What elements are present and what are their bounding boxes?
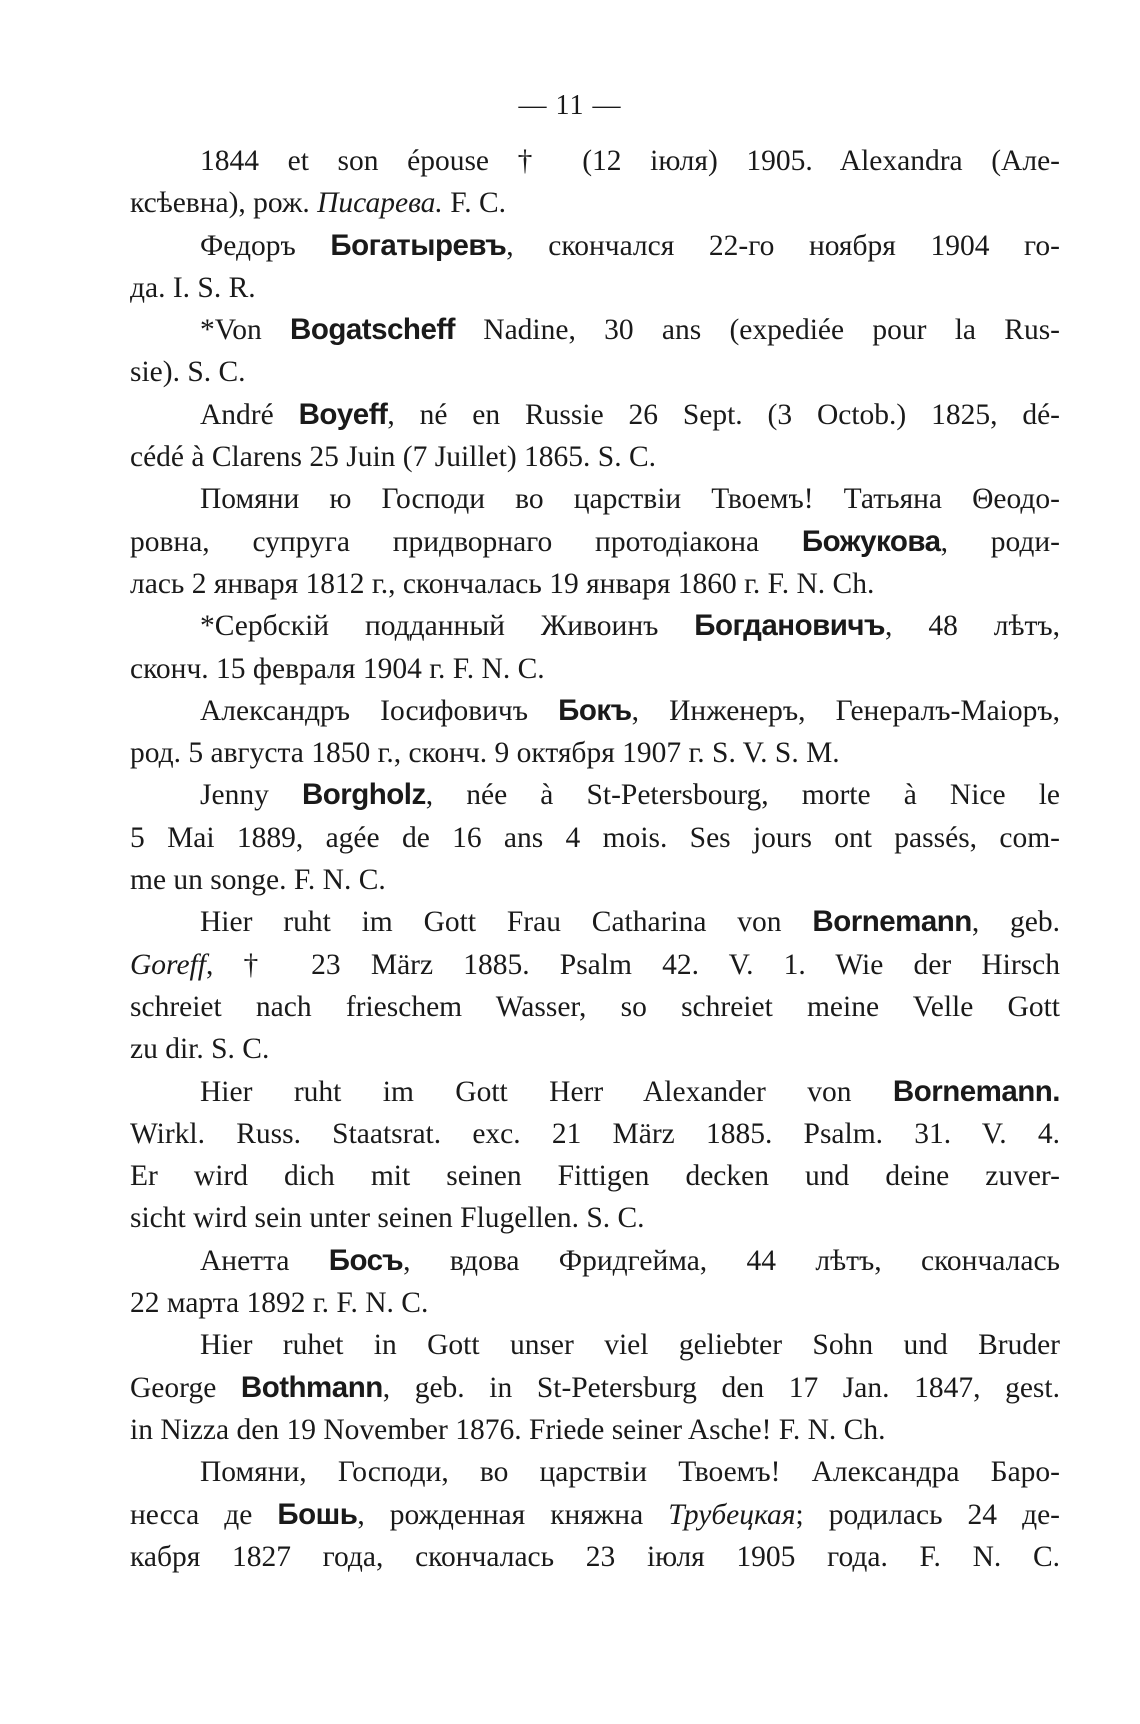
text-line bbox=[130, 309, 1060, 351]
text-segment: 1844 et son épouse † (12 іюля) 1905. Alexandra (Але- bbox=[200, 145, 1060, 177]
text-segment: кабря 1827 года, скончалась 23 іюля 1905 года. F. N. C. bbox=[130, 1540, 1060, 1573]
text-line bbox=[130, 225, 1060, 267]
text-segment: ксѣевна), рож. bbox=[130, 187, 318, 220]
text-segment: , 48 лѣтъ, bbox=[885, 610, 1060, 643]
surname: Bogatscheff bbox=[290, 313, 455, 347]
text-segment: несса де bbox=[130, 1498, 278, 1531]
text-segment: George bbox=[130, 1371, 241, 1404]
text-segment: Анетта bbox=[200, 1244, 329, 1277]
text-line bbox=[130, 648, 1060, 690]
text-line bbox=[130, 1028, 1060, 1070]
text-segment: сконч. 15 февраля 1904 г. F. N. C. bbox=[130, 652, 545, 685]
text-line bbox=[130, 1409, 1060, 1451]
text-segment: ровна, супруга придворнаго протодіакона bbox=[130, 525, 802, 558]
text-segment: Wirkl. Russ. Staatsrat. exc. 21 März 1885. Psalm. 31. V. 4. bbox=[130, 1117, 1060, 1150]
text-segment: Помяни, Господи, во царствіи Твоемъ! Александра Баро- bbox=[200, 1456, 1060, 1489]
text-line bbox=[130, 563, 1060, 605]
page-number: — 11 — bbox=[518, 90, 622, 121]
text-segment: , роди- bbox=[940, 525, 1060, 558]
text-segment: Hier ruht im Gott Herr Alexander von bbox=[200, 1075, 893, 1108]
text-segment: sie). S. C. bbox=[130, 356, 246, 389]
text-segment: , geb. bbox=[971, 906, 1060, 939]
text-segment: schreiet nach frieschem Wasser, so schreiet meine Velle Gott bbox=[130, 990, 1060, 1023]
text-line bbox=[130, 859, 1060, 901]
text-segment: Помяни ю Господи во царствіи Твоемъ! Татьяна Θеодо- bbox=[200, 483, 1060, 516]
text-line bbox=[130, 1155, 1060, 1197]
text-line bbox=[130, 774, 1060, 816]
text-segment: Hier ruhet in Gott unser viel geliebter Sohn und Bruder bbox=[200, 1329, 1060, 1362]
text-segment: Александръ Іосифовичъ bbox=[200, 694, 559, 727]
surname: Borgholz bbox=[301, 778, 426, 812]
text-segment: cédé à Clarens 25 Juin (7 Juillet) 1865. S. C. bbox=[130, 441, 657, 474]
text-segment: zu dir. S. C. bbox=[130, 1033, 270, 1066]
text-line bbox=[130, 732, 1060, 774]
text-segment: in Nizza den 19 November 1876. Friede seiner Asche! F. N. Ch. bbox=[130, 1413, 886, 1446]
text-segment: *Сербскій подданный Живоинъ bbox=[200, 610, 695, 643]
text-line bbox=[130, 1451, 1060, 1493]
text-segment: André bbox=[200, 398, 299, 431]
text-segment: лась 2 января 1812 г., скончалась 19 января 1860 г. F. N. Ch. bbox=[130, 567, 875, 600]
text-line bbox=[130, 944, 1060, 986]
italic-name: Трубецкая bbox=[668, 1498, 796, 1531]
text-line bbox=[130, 521, 1060, 563]
surname: Boyeff bbox=[298, 397, 388, 431]
italic-name: Писарева. bbox=[317, 187, 443, 220]
text-line bbox=[130, 394, 1060, 436]
text-line bbox=[130, 351, 1060, 393]
text-segment: , рожденная княжна bbox=[357, 1498, 669, 1531]
text-line bbox=[130, 1113, 1060, 1155]
text-segment: , Инженеръ, Генералъ-Маіоръ, bbox=[631, 694, 1060, 727]
text-segment: 22 марта 1892 г. F. N. C. bbox=[130, 1287, 429, 1320]
surname: Босъ bbox=[328, 1243, 404, 1277]
text-line bbox=[130, 436, 1060, 478]
surname: Богатыревъ bbox=[330, 228, 507, 262]
text-line bbox=[130, 1282, 1060, 1324]
text-segment: Nadine, 30 ans (expediée pour la Rus- bbox=[455, 314, 1060, 347]
document-body bbox=[130, 140, 1060, 1578]
text-line bbox=[130, 140, 1060, 182]
text-segment: род. 5 августа 1850 г., сконч. 9 октября 1907 г. S. V. S. M. bbox=[130, 737, 840, 770]
surname: Bothmann bbox=[240, 1370, 383, 1404]
text-segment: ; родилась 24 де- bbox=[795, 1498, 1060, 1531]
text-line bbox=[130, 182, 1060, 224]
text-line bbox=[130, 1071, 1060, 1113]
text-line bbox=[130, 1324, 1060, 1366]
text-line bbox=[130, 817, 1060, 859]
surname: Bornemann bbox=[812, 905, 972, 939]
text-line bbox=[130, 1240, 1060, 1282]
text-segment: F. C. bbox=[442, 187, 507, 220]
surname: Бокъ bbox=[558, 693, 632, 727]
text-line bbox=[130, 478, 1060, 520]
text-segment: , geb. in St-Petersburg den 17 Jan. 1847, gest. bbox=[382, 1371, 1060, 1404]
text-line bbox=[130, 1197, 1060, 1239]
text-segment: , née à St-Petersbourg, morte à Nice le bbox=[425, 779, 1060, 812]
text-line bbox=[130, 605, 1060, 647]
text-line bbox=[130, 986, 1060, 1028]
text-line bbox=[130, 690, 1060, 732]
text-segment: , вдова Фридгейма, 44 лѣтъ, скончалась bbox=[403, 1244, 1061, 1277]
text-segment: me un songe. F. N. C. bbox=[130, 864, 386, 897]
text-segment: 5 Mai 1889, agée de 16 ans 4 mois. Ses jours ont passés, com- bbox=[130, 821, 1060, 854]
text-segment: *Von bbox=[200, 314, 291, 347]
text-segment: Er wird dich mit seinen Fittigen decken und deine zuver- bbox=[130, 1160, 1060, 1193]
text-segment: sicht wird sein unter seinen Flugellen. S. C. bbox=[130, 1202, 645, 1235]
text-segment: Jenny bbox=[200, 779, 302, 812]
italic-name: Goreff bbox=[130, 948, 206, 981]
text-segment: Федоръ bbox=[200, 229, 331, 262]
text-line bbox=[130, 1494, 1060, 1536]
text-segment: Hier ruht im Gott Frau Catharina von bbox=[200, 906, 813, 939]
text-line bbox=[130, 267, 1060, 309]
text-segment: , † 23 März 1885. Psalm 42. V. 1. Wie der Hirsch bbox=[205, 948, 1060, 981]
surname: Божукова bbox=[801, 524, 941, 558]
surname: Богдановичъ bbox=[694, 609, 886, 643]
text-segment: , скончался 22-го ноября 1904 го- bbox=[506, 229, 1060, 262]
text-segment: да. I. S. R. bbox=[130, 271, 256, 304]
text-line bbox=[130, 1367, 1060, 1409]
surname: Bornemann. bbox=[892, 1074, 1060, 1108]
text-line bbox=[130, 1536, 1060, 1578]
surname: Бошь bbox=[277, 1497, 358, 1531]
text-segment: , né en Russie 26 Sept. (3 Octob.) 1825, dé- bbox=[387, 398, 1060, 431]
text-line bbox=[130, 901, 1060, 943]
